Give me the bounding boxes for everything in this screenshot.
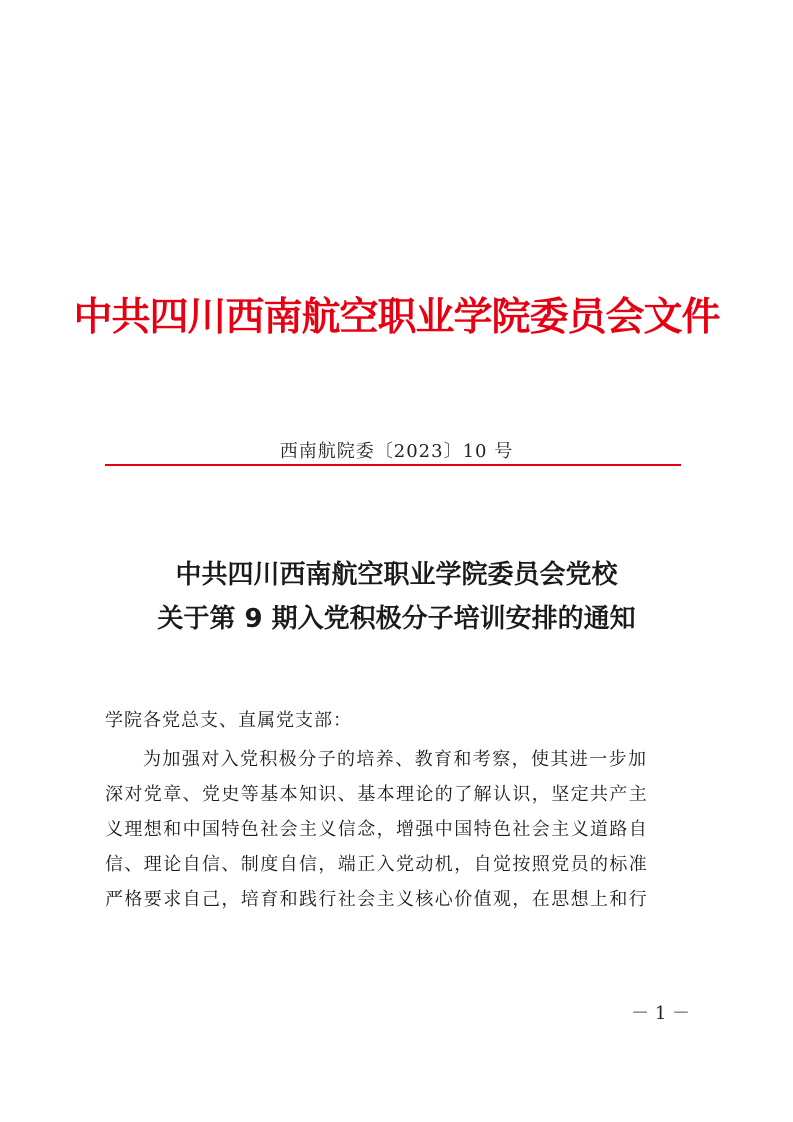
document-number: 西南航院委〔2023〕10 号 [279,441,514,462]
document-title [0,553,793,641]
red-divider-line [105,464,681,466]
title-line-1: 中共四川西南航空职业学院委员会党校 [175,560,618,590]
body-paragraph [105,742,685,917]
body-line-3: 义理想和中国特色社会主义信念，增强中国特色社会主义道路自 [105,819,649,840]
body-line-4: 信、理论自信、制度自信，端正入党动机，自觉按照党员的标准 [105,854,649,875]
body-line-2: 深对党章、党史等基本知识、基本理论的了解认识，坚定共产主 [105,784,649,805]
body-line-5: 严格要求自己，培育和践行社会主义核心价值观，在思想上和行 [105,889,649,910]
salutation: 学院各党总支、直属党支部： [105,710,352,731]
title-line-2: 关于第 9 期入党积极分子培训安排的通知 [157,604,636,634]
document-masthead: 中共四川西南航空职业学院委员会文件 [73,295,720,340]
page-number: － 1 － [631,1003,690,1024]
body-line-1: 为加强对入党积极分子的培养、教育和考察，使其进一步加 [143,749,648,770]
